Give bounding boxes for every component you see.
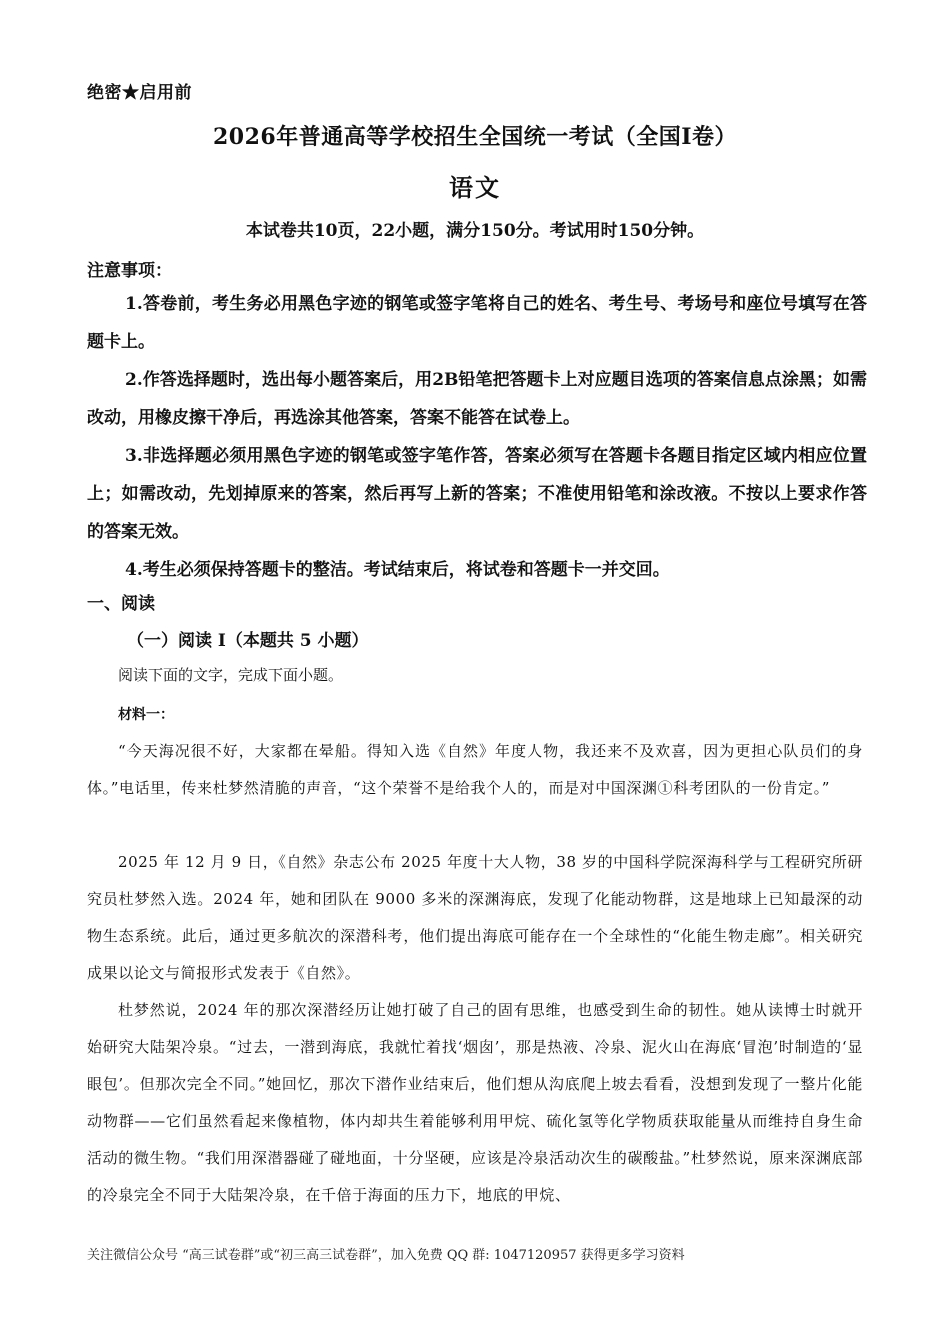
passage-paragraph: 杜梦然说，2024 年的那次深潜经历让她打破了自己的固有思维，也感受到生命的韧性。她从读博士时就开始研究大陆架冷泉。“过去，一潜到海底，我就忙着找‘烟囱’，那是热液、冷泉、泥火山在海底‘冒泡’时制造的‘显眼包’。但那次完全不同。”她回忆，那次下潜作业结束后，他们想从沟底爬上坡去看看，没想到发现了一整片化能动物群——它们虽然看起来像植物，体内却共生着能够利用甲烷、硫化氢等化学物质获取能量从而维持自身生命活动的微生物。“我们用深潜器碰了碰地面，十分坚硬，应该是冷泉活动次生的碳酸盐。”杜梦然说，原来深渊底部的冷泉完全不同于大陆架冷泉，在千倍于海面的压力下，地底的甲烷、 [87,1001,863,1204]
exam-title: 2026年普通高等学校招生全国统一考试（全国I卷） [212,124,738,150]
notice-heading: 注意事项： [87,261,172,281]
notice-item: 3.非选择题必须用黑色字迹的钢笔或签字笔作答，答案必须写在答题卡各题目指定区域内相应位置上；如需改动，先划掉原来的答案，然后再写上新的答案；不准使用铅笔和涂改液。不按以上要求作答的答案无效。 [87,446,867,542]
passage-paragraph: “今天海况很不好，大家都在晕船。得知入选《自然》年度人物，我还来不及欢喜，因为更担心队员们的身体。”电话里，传来杜梦然清脆的声音，“这个荣誉不是给我个人的，而是对中国深渊①科考团队的一份肯定。” [87,742,863,797]
notice-item: 2.作答选择题时，选出每小题答案后，用2B铅笔把答题卡上对应题目选项的答案信息点涂黑；如需改动，用橡皮擦干净后，再选涂其他答案，答案不能答在试卷上。 [87,370,867,428]
reading-instruction: 阅读下面的文字，完成下面小题。 [118,666,344,684]
notice-item: 1.答卷前，考生务必用黑色字迹的钢笔或签字笔将自己的姓名、考生号、考场号和座位号填写在答题卡上。 [87,294,867,352]
material-label: 材料一： [118,707,174,723]
notice-item: 4.考生必须保持答题卡的整洁。考试结束后，将试卷和答题卡一并交回。 [125,560,670,580]
section-title: 一、阅读 [87,594,155,614]
subsection-title: （一）阅读 I（本题共 5 小题） [127,631,369,651]
passage-paragraph: 2025 年 12 月 9 日，《自然》杂志公布 2025 年度十大人物，38 岁的中国科学院深海科学与工程研究所研究员杜梦然入选。2024 年，她和团队在 9000 多米的深渊海底，发现了化能动物群，这是地球上已知最深的动物生态系统。此后，通过更多航次的深潜科考，他们提出海底可能存在一个全球性的“化能生物走廊”。相关研究成果以论文与简报形式发表于《自然》。 [87,853,863,982]
subject-title: 语文 [449,173,501,202]
secret-label: 绝密★启用前 [87,83,192,103]
exam-info: 本试卷共10页，22小题，满分150分。考试用时150分钟。 [245,221,705,241]
page-footer: 关注微信公众号 “高三试卷群”或“初三高三试卷群”，加入免费 QQ 群: 1047120957 获得更多学习资料 [87,1248,685,1263]
